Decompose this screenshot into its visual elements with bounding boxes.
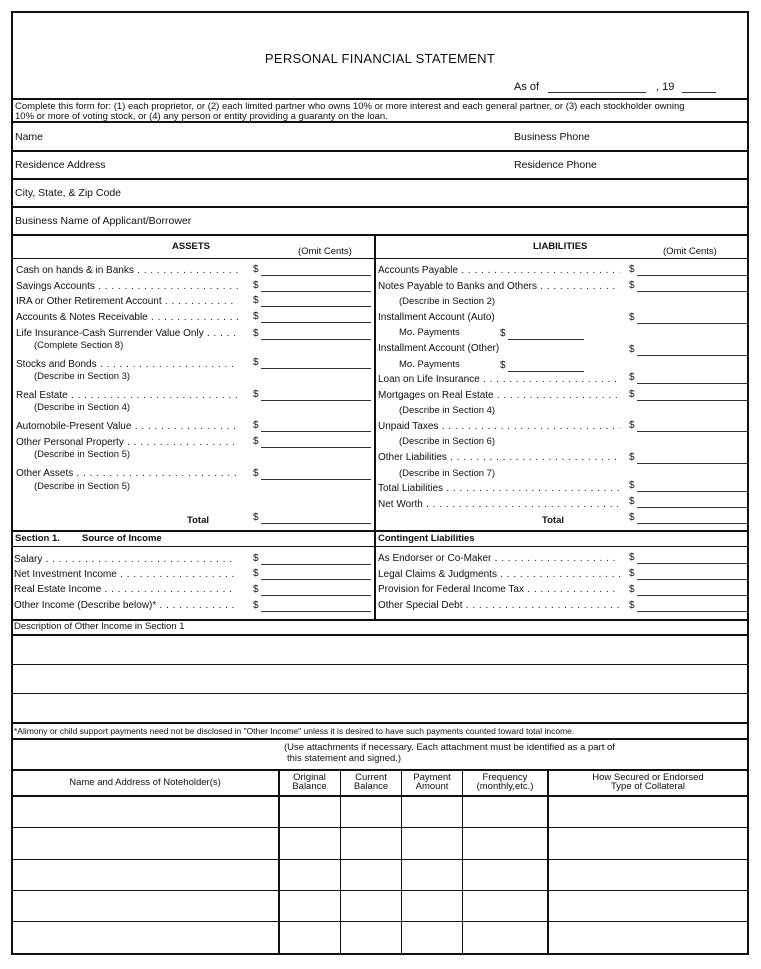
as-of-date-line[interactable] [548,92,646,93]
other-income-line-1[interactable] [13,636,747,663]
divider [11,722,749,724]
liability-mortgages-sub: (Describe in Section 4) [399,405,496,416]
liabilities-total-input[interactable] [637,523,747,524]
dollar-sign: $ [253,264,259,275]
liability-other-sub: (Describe in Section 7) [399,468,496,479]
contingent-special-debt-label: Other Special Debt . . . [378,600,620,612]
other-income-desc-label: Description of Other Income in Section 1 [14,621,185,632]
dollar-sign: $ [629,512,635,523]
divider [11,258,749,259]
dollar-sign: $ [253,468,259,479]
contingent-title: Contingent Liabilities [378,533,475,544]
asset-receivable-label: Accounts & Notes Receivable . . . [16,312,238,324]
liability-notes-payable-label: Notes Payable to Banks and Others . . . [378,281,620,293]
dollar-sign: $ [629,480,635,491]
income-investment-input[interactable] [261,579,371,580]
income-other-label: Other Income (Describe below)* . . . [14,600,236,612]
dollar-sign: $ [629,496,635,507]
th-secured-1: How Secured or Endorsed [592,772,704,783]
liabilities-total-label: Total [542,515,564,526]
liability-mortgages-input[interactable] [637,400,747,401]
dollar-sign: $ [629,420,635,431]
dollar-sign: $ [253,295,259,306]
alimony-footnote: *Alimony or child support payments need not be disclosed in "Other Income" unless it is desired to have such payments counted toward total income. [14,726,575,736]
net-worth-input[interactable] [637,507,747,508]
as-of-year-prefix: , 19 [656,81,675,93]
dollar-sign: $ [253,328,259,339]
liability-life-loan-label: Loan on Life Insurance . . . [378,374,620,386]
liability-accounts-payable-input[interactable] [637,275,747,276]
income-salary-input[interactable] [261,564,371,565]
dollar-sign: $ [253,512,259,523]
section1-title: Source of Income [82,533,162,544]
th-payment-1: Payment [413,772,451,783]
liability-life-loan-input[interactable] [637,383,747,384]
contingent-tax-provision-label: Provision for Federal Income Tax . . . [378,584,620,596]
table-row[interactable] [13,829,747,858]
asset-personal-property-label: Other Personal Property . . . [16,437,238,449]
table-row[interactable] [13,923,747,952]
liabilities-omit-cents: (Omit Cents) [663,246,717,257]
residence-phone-label: Residence Phone [514,159,597,171]
divider [11,150,749,152]
liabilities-header: LIABILITIES [533,241,588,252]
asset-stocks-sub: (Describe in Section 3) [34,371,131,382]
other-income-line-3[interactable] [13,695,747,721]
divider [11,890,749,891]
contingent-special-debt-input[interactable] [637,611,747,612]
asset-ira-input[interactable] [261,306,371,307]
th-secured-2: Type of Collateral [611,781,685,792]
divider [11,738,749,740]
dollar-sign: $ [629,568,635,579]
liability-unpaid-taxes-sub: (Describe in Section 6) [399,436,496,447]
divider [11,121,749,123]
income-real-estate-input[interactable] [261,595,371,596]
asset-receivable-input[interactable] [261,322,371,323]
liability-other-input[interactable] [637,463,747,464]
asset-personal-property-sub: (Describe in Section 5) [34,449,131,460]
dollar-sign: $ [253,311,259,322]
dollar-sign: $ [253,553,259,564]
divider [11,859,749,860]
dollar-sign: $ [500,328,506,339]
name-label: Name [15,131,44,143]
asset-ira-label: IRA or Other Retirement Account . . . [16,296,238,308]
table-row[interactable] [13,797,747,826]
asset-real-estate-input[interactable] [261,400,371,401]
dollar-sign: $ [629,264,635,275]
asset-personal-property-input[interactable] [261,447,371,448]
dollar-sign: $ [629,584,635,595]
liability-unpaid-taxes-input[interactable] [637,431,747,432]
dollar-sign: $ [253,600,259,611]
liability-mortgages-label: Mortgages on Real Estate . . . [378,390,620,402]
income-investment-label: Net Investment Income . . . [14,569,236,581]
liability-installment-other-label: Installment Account (Other) [378,343,500,354]
th-original-2: Balance [292,781,327,792]
dollar-sign: $ [253,568,259,579]
dollar-sign: $ [500,360,506,371]
liability-installment-other-mo-input[interactable] [508,371,584,372]
asset-automobile-input[interactable] [261,431,371,432]
asset-real-estate-label: Real Estate . . . [16,390,238,402]
assets-total-input[interactable] [261,523,371,524]
dollar-sign: $ [253,436,259,447]
divider [11,98,749,100]
liability-installment-other-input[interactable] [637,355,747,356]
divider [11,827,749,828]
assets-header: ASSETS [172,241,211,252]
th-original-1: Original [293,772,326,783]
as-of-year-line[interactable] [682,92,716,93]
dollar-sign: $ [253,357,259,368]
assets-total-label: Total [187,515,209,526]
as-of-label: As of [514,81,540,93]
divider [11,234,749,236]
business-phone-label: Business Phone [514,131,590,143]
net-worth-label: Net Worth . . . [378,499,620,511]
th-frequency-1: Frequency [482,772,528,783]
liability-installment-auto-label: Installment Account (Auto) [378,312,495,323]
dollar-sign: $ [629,344,635,355]
section1-number: Section 1. [15,533,60,544]
assets-omit-cents: (Omit Cents) [298,246,352,257]
divider [11,530,749,532]
divider [11,769,749,771]
dollar-sign: $ [253,420,259,431]
column-divider [374,234,376,619]
attachments-note-1: (Use attachments if necessary. Each attachment must be identified as a part of [284,742,615,753]
liability-total-label: Total Liabilities . . . [378,483,620,495]
form-title: PERSONAL FINANCIAL STATEMENT [264,51,496,66]
contingent-legal-claims-input[interactable] [637,579,747,580]
asset-life-insurance-label: Life Insurance-Cash Surrender Value Only . . . [16,328,238,340]
liability-installment-other-mo-payments: Mo. Payments [399,359,460,370]
asset-automobile-label: Automobile-Present Value . . . [16,421,238,433]
other-income-line-2[interactable] [13,666,747,692]
contingent-endorser-input[interactable] [637,563,747,564]
liability-unpaid-taxes-label: Unpaid Taxes . . . [378,421,620,433]
th-current-1: Current [355,772,387,783]
dollar-sign: $ [629,372,635,383]
business-name-label: Business Name of Applicant/Borrower [15,215,192,227]
instructions-line-2: 10% or more of voting stock, or (4) any person or entity providing a guaranty on the loan. [15,111,388,121]
income-real-estate-label: Real Estate Income . . . [14,584,236,596]
liability-installment-auto-mo-input[interactable] [508,339,584,340]
asset-savings-input[interactable] [261,291,371,292]
dollar-sign: $ [629,312,635,323]
liability-total-input[interactable] [637,491,747,492]
contingent-legal-claims-label: Legal Claims & Judgments . . . [378,569,620,581]
asset-life-insurance-sub: (Complete Section 8) [34,340,124,351]
income-other-input[interactable] [261,611,371,612]
instructions-line-1: Complete this form for: (1) each proprietor, or (2) each limited partner who owns 10% or more interest and each general partner, or (3) each stockholder owning [15,101,685,112]
income-salary-label: Salary . . . [14,554,236,566]
divider [11,664,749,665]
dollar-sign: $ [629,600,635,611]
divider [11,921,749,922]
divider [11,206,749,208]
th-payment-2: Amount [415,781,449,792]
table-row[interactable] [13,892,747,920]
divider [11,546,749,547]
dollar-sign: $ [253,584,259,595]
asset-life-insurance-input[interactable] [261,339,371,340]
contingent-endorser-label: As Endorser or Co-Maker . . . [378,553,620,565]
contingent-tax-provision-input[interactable] [637,595,747,596]
th-frequency-2: (monthly,etc.) [476,781,534,792]
liability-installment-auto-input[interactable] [637,323,747,324]
asset-other-input[interactable] [261,479,371,480]
city-state-zip-label: City, State, & Zip Code [15,187,122,199]
table-row[interactable] [13,861,747,889]
liability-accounts-payable-label: Accounts Payable . . . [378,265,620,277]
th-noteholder: Name and Address of Noteholder(s) [69,777,221,788]
asset-savings-label: Savings Accounts . . . [16,281,238,293]
asset-other-label: Other Assets . . . [16,468,238,480]
asset-cash-label: Cash on hands & in Banks . . . [16,265,238,277]
th-current-2: Balance [353,781,389,792]
dollar-sign: $ [253,389,259,400]
asset-cash-input[interactable] [261,275,371,276]
asset-real-estate-sub: (Describe in Section 4) [34,402,131,413]
residence-address-label: Residence Address [15,159,106,171]
dollar-sign: $ [629,280,635,291]
liability-installment-auto-mo-payments: Mo. Payments [399,327,460,338]
divider [11,693,749,694]
attachments-note-2: this statement and signed.) [287,753,402,764]
liability-notes-payable-input[interactable] [637,291,747,292]
dollar-sign: $ [253,280,259,291]
asset-stocks-label: Stocks and Bonds . . . [16,359,238,371]
dollar-sign: $ [629,452,635,463]
dollar-sign: $ [629,552,635,563]
divider [11,178,749,180]
liability-notes-payable-sub: (Describe in Section 2) [399,296,496,307]
asset-stocks-input[interactable] [261,368,371,369]
liability-other-label: Other Liabilities . . . [378,452,620,464]
dollar-sign: $ [629,389,635,400]
asset-other-sub: (Describe in Section 5) [34,481,131,492]
